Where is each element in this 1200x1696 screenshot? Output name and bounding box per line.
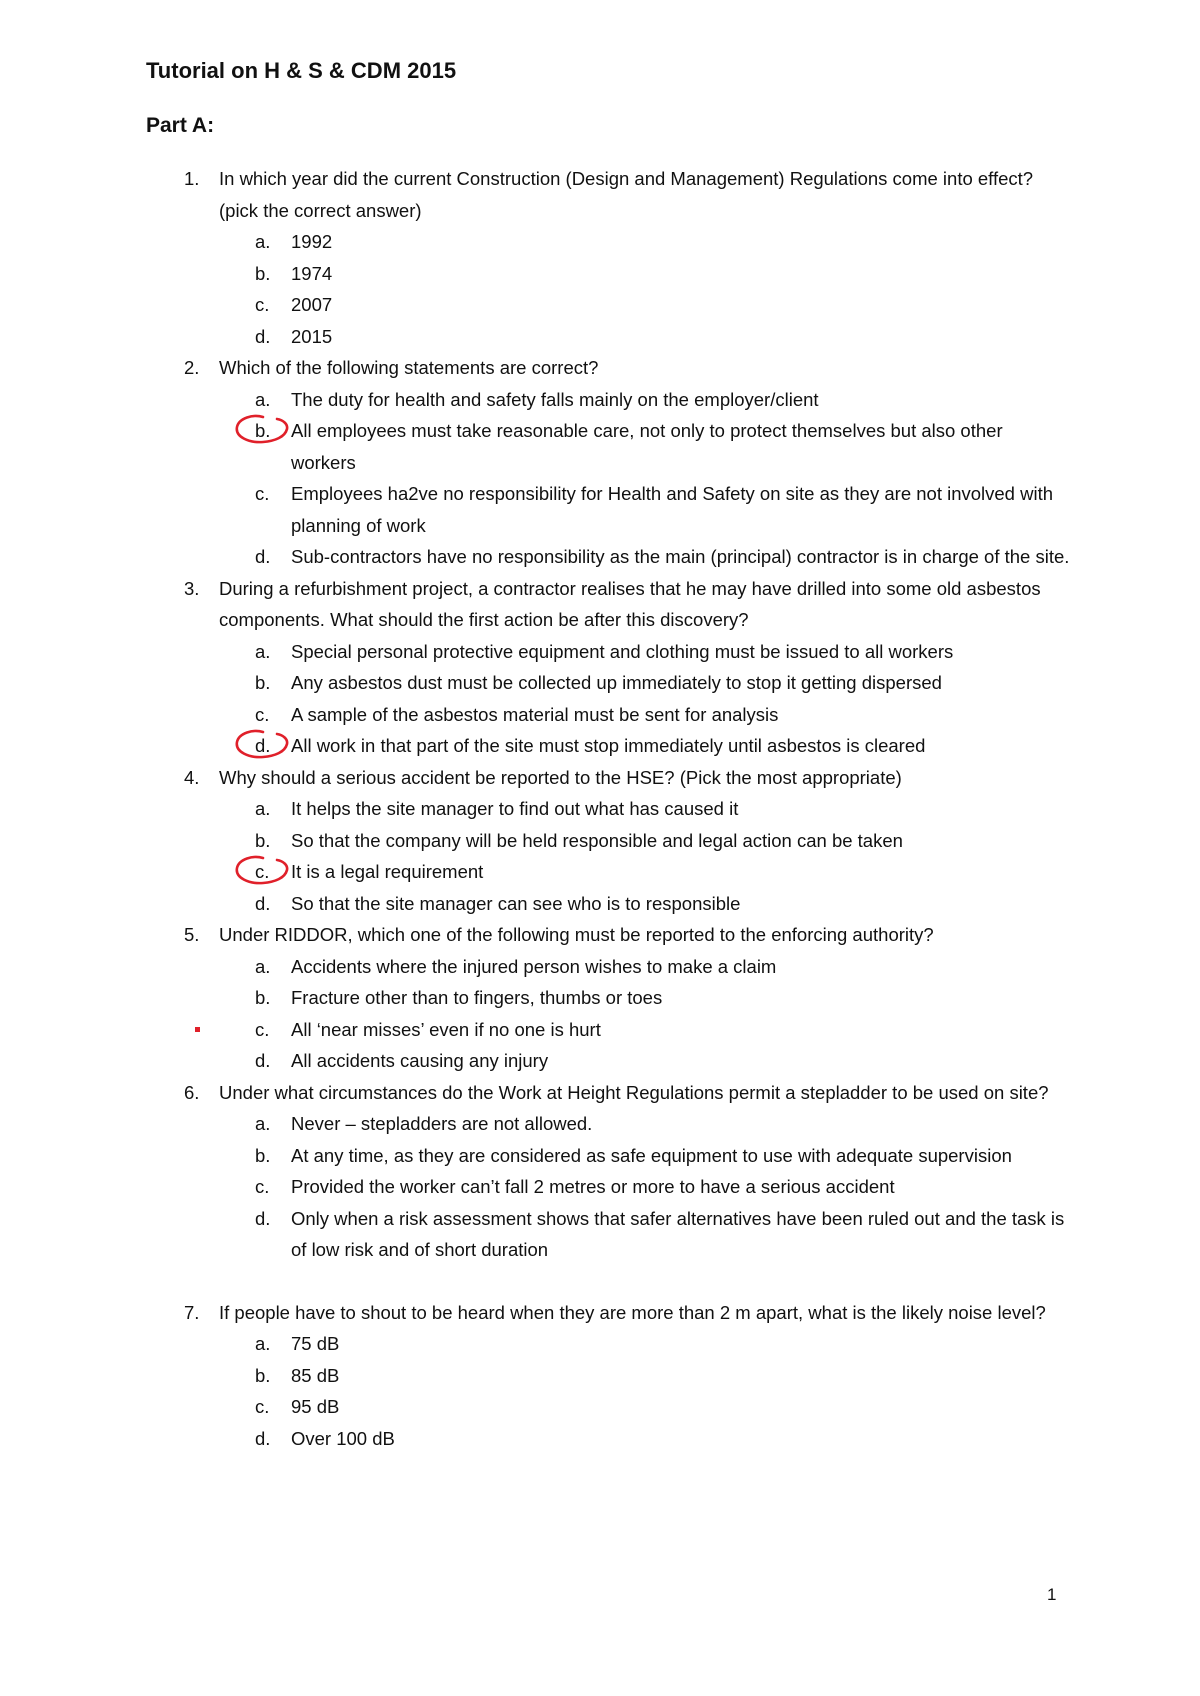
question-item [0,762,1200,920]
option-text: All employees must take reasonable care, not only to protect themselves but also other workers [291,420,1003,473]
option-letter: c. [255,483,270,504]
answer-option [0,951,1200,983]
question-item [0,919,1200,1077]
option-text: The duty for health and safety falls mainly on the employer/client [291,388,819,410]
option-letter: b. [255,1364,271,1386]
question-text: Under RIDDOR, which one of the following must be reported to the enforcing authority? [219,924,934,945]
page-number: 1 [1047,1585,1057,1604]
question-text: In which year did the current Construction (Design and Management) Regulations come into effect? (pick the correct answer) [219,168,1034,221]
answer-option [0,636,1200,668]
option-letter: a. [255,798,271,819]
option-letter: d. [255,1427,271,1449]
answer-option [0,699,1200,731]
answer-option [0,226,1200,258]
option-letter: d. [255,325,271,347]
option-letter: d. [255,892,271,914]
option-text: 1992 [291,231,333,252]
answer-option [0,1360,1200,1392]
option-text: Over 100 dB [291,1427,395,1449]
question-text: During a refurbishment project, a contractor realises that he may have drilled into some old asbestos components. What should the first action be after this discovery? [219,577,1041,630]
question-item [0,163,1200,352]
option-text: Accidents where the injured person wishes to make a claim [291,955,777,977]
answer-option [0,258,1200,290]
option-text: Fracture other than to fingers, thumbs or toes [291,987,663,1008]
document-title: Tutorial on H & S & CDM 2015 [146,58,457,83]
option-letter: c. [255,294,270,315]
answer-option [0,1108,1200,1140]
option-letter: b. [255,829,271,851]
option-text: All accidents causing any injury [291,1050,549,1071]
answer-option [0,289,1200,321]
option-text: It helps the site manager to find out what has caused it [291,798,739,819]
question-spacer [0,1266,1200,1297]
answer-option [0,793,1200,825]
answer-option [0,1171,1200,1203]
circle-stroke [237,731,287,757]
answer-option [0,478,1200,541]
question-number: 1. [184,168,200,189]
answer-option [0,321,1200,353]
answer-option [0,415,1200,478]
question-number: 2. [184,357,200,378]
option-text: All ‘near misses’ even if no one is hurt [291,1018,601,1040]
circle-stroke [237,857,287,883]
option-text: 2015 [291,325,333,347]
part-heading: Part A: [146,114,215,137]
answer-option [0,1045,1200,1077]
option-text: Sub-contractors have no responsibility as the main (principal) contractor is in charge of the site. [291,546,1070,567]
answer-option [0,825,1200,857]
option-text: 1974 [291,262,333,284]
question-number: 3. [184,577,200,599]
option-letter: c. [255,861,270,882]
option-text: So that the company will be held responsible and legal action can be taken [291,829,903,851]
answer-option [0,1140,1200,1172]
option-text: Any asbestos dust must be collected up immediately to stop it getting dispersed [291,672,942,693]
question-number: 6. [184,1081,200,1103]
option-letter: a. [255,231,271,252]
answer-option [0,1014,1200,1046]
question-list [0,163,1200,1454]
answer-option [0,982,1200,1014]
option-letter: b. [255,672,271,693]
answer-option [0,730,1200,762]
option-text: 95 dB [291,1396,340,1417]
question-text: Which of the following statements are correct? [219,357,599,378]
option-letter: b. [255,1144,271,1166]
option-text: Employees ha2ve no responsibility for Health and Safety on site as they are not involved with planning of work [291,483,1054,536]
option-text: 75 dB [291,1333,340,1354]
answer-option [0,1423,1200,1455]
question-item [0,1077,1200,1266]
option-letter: a. [255,1333,271,1354]
answer-option [0,856,1200,888]
option-letter: c. [255,1396,270,1417]
option-text: 85 dB [291,1364,340,1386]
question-text: Why should a serious accident be reported to the HSE? (Pick the most appropriate) [219,766,902,788]
answer-option [0,1391,1200,1423]
question-item [0,352,1200,573]
question-text: If people have to shout to be heard when they are more than 2 m apart, what is the likely noise level? [219,1301,1046,1323]
option-letter: a. [255,955,271,977]
answer-option [0,1328,1200,1360]
option-text: All work in that part of the site must stop immediately until asbestos is cleared [291,735,926,756]
question-number: 5. [184,924,200,945]
option-letter: d. [255,546,271,567]
option-letter: c. [255,703,270,725]
option-letter: c. [255,1018,270,1040]
answer-option [0,888,1200,920]
option-text: It is a legal requirement [291,861,484,882]
answer-option [0,1203,1200,1266]
option-letter: d. [255,1050,271,1071]
option-text: A sample of the asbestos material must be sent for analysis [291,703,779,725]
option-text: Never – stepladders are not allowed. [291,1113,593,1134]
answer-option [0,667,1200,699]
question-number: 7. [184,1301,200,1323]
option-letter: b. [255,262,271,284]
option-text: So that the site manager can see who is to responsible [291,892,741,914]
option-letter: d. [255,1207,271,1229]
option-text: 2007 [291,294,333,315]
question-item [0,1297,1200,1455]
option-letter: a. [255,1113,271,1134]
option-letter: a. [255,388,271,410]
answer-option [0,384,1200,416]
question-text: Under what circumstances do the Work at Height Regulations permit a stepladder to be used on site? [219,1081,1049,1103]
red-dot-mark [195,1027,200,1032]
option-letter: b. [255,987,271,1008]
option-text: Only when a risk assessment shows that safer alternatives have been ruled out and the task is of low risk and of short duration [291,1207,1065,1260]
option-text: Special personal protective equipment and clothing must be issued to all workers [291,640,954,662]
question-number: 4. [184,766,200,788]
option-letter: c. [255,1176,270,1197]
red-circle-annotation [233,726,291,762]
red-circle-annotation [233,852,291,888]
option-letter: b. [255,420,271,441]
circle-stroke [237,416,287,442]
option-letter: d. [255,735,271,756]
option-letter: a. [255,640,271,662]
question-item [0,573,1200,762]
answer-option [0,541,1200,573]
option-text: Provided the worker can’t fall 2 metres or more to have a serious accident [291,1176,895,1197]
red-circle-annotation [233,411,291,447]
option-text: At any time, as they are considered as safe equipment to use with adequate supervision [291,1144,1012,1166]
